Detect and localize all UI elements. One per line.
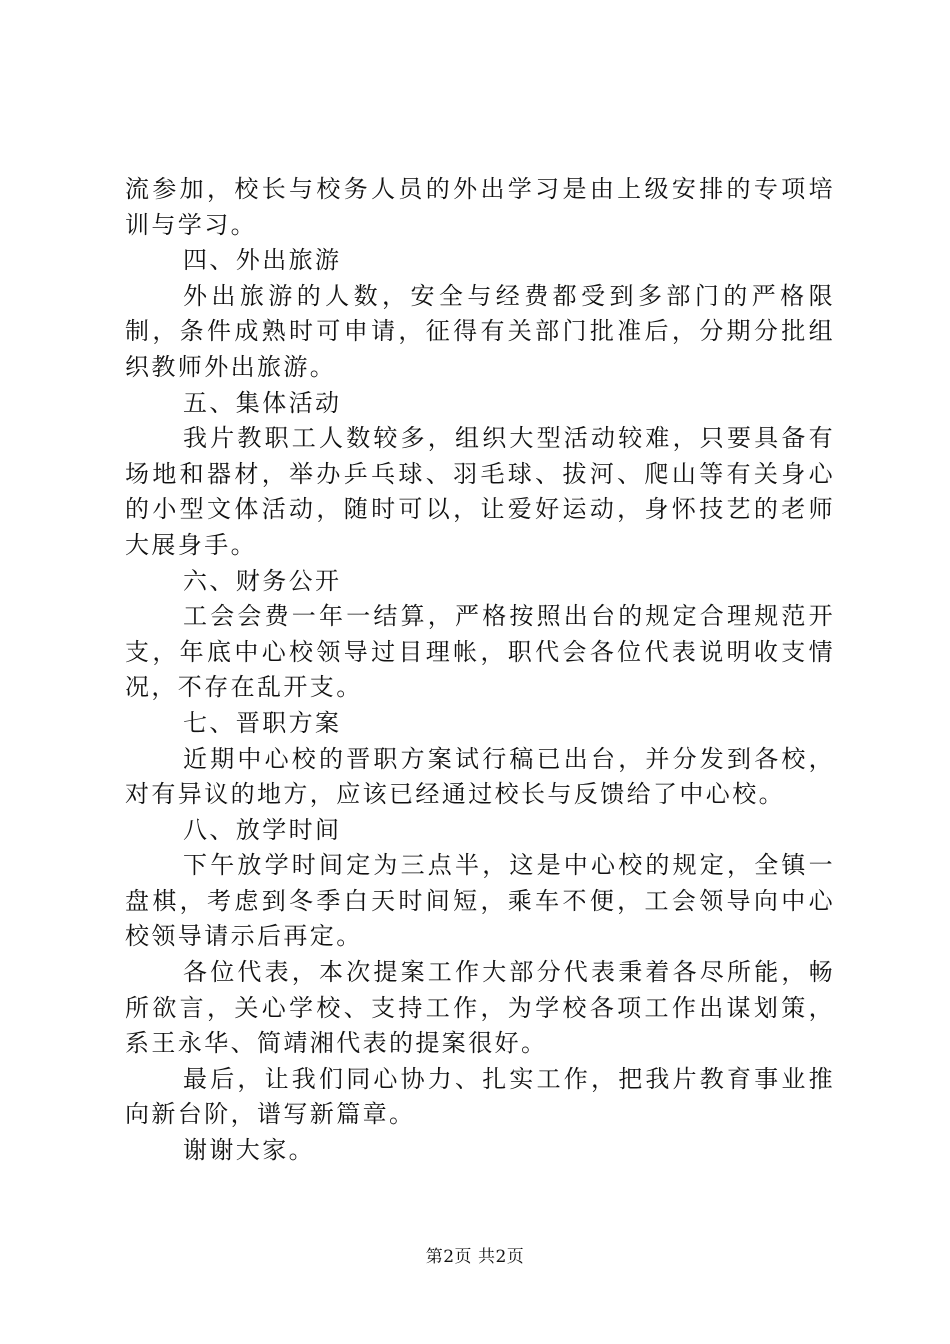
section-heading-dismissal-time: 八、放学时间 xyxy=(183,815,342,844)
paragraph-finance: 工会会费一年一结算，严格按照出台的规定合理规范开支，年底中心校领导过目理帐，职代会各位代表说明收支情况，不存在乱开支。 xyxy=(125,602,835,702)
paragraph-promotion: 近期中心校的晋职方案试行稿已出台，并分发到各校，对有异议的地方，应该已经通过校长与反馈给了中心校。 xyxy=(125,744,835,809)
paragraph-group-activities: 我片教职工人数较多，组织大型活动较难，只要具备有场地和器材，举办乒乓球、羽毛球、拔河、爬山等有关身心的小型文体活动，随时可以，让爱好运动，身怀技艺的老师大展身手。 xyxy=(125,424,835,559)
section-heading-promotion: 七、晋职方案 xyxy=(183,708,342,737)
section-heading-finance: 六、财务公开 xyxy=(183,566,342,595)
section-heading-travel: 四、外出旅游 xyxy=(183,246,342,275)
paragraph-closing: 最后，让我们同心协力、扎实工作，把我片教育事业推向新台阶，谱写新篇章。 xyxy=(125,1064,835,1129)
paragraph-dismissal-time: 下午放学时间定为三点半，这是中心校的规定，全镇一盘棋，考虑到冬季白天时间短，乘车不便，工会领导向中心校领导请示后再定。 xyxy=(125,851,835,951)
paragraph-continuation: 流参加，校长与校务人员的外出学习是由上级安排的专项培训与学习。 xyxy=(125,175,835,239)
paragraph-thanks: 谢谢大家。 xyxy=(183,1136,315,1165)
section-heading-group-activities: 五、集体活动 xyxy=(183,388,342,417)
paragraph-travel: 外出旅游的人数，安全与经费都受到多部门的严格限制，条件成熟时可申请，征得有关部门批准后，分期分批组织教师外出旅游。 xyxy=(125,281,835,381)
document-body xyxy=(125,172,835,1169)
paragraph-representatives: 各位代表，本次提案工作大部分代表秉着各尽所能，畅所欲言，关心学校、支持工作，为学校各项工作出谋划策，系王永华、简靖湘代表的提案很好。 xyxy=(125,958,835,1058)
page-number-footer: 第2页 共2页 xyxy=(425,1247,525,1267)
